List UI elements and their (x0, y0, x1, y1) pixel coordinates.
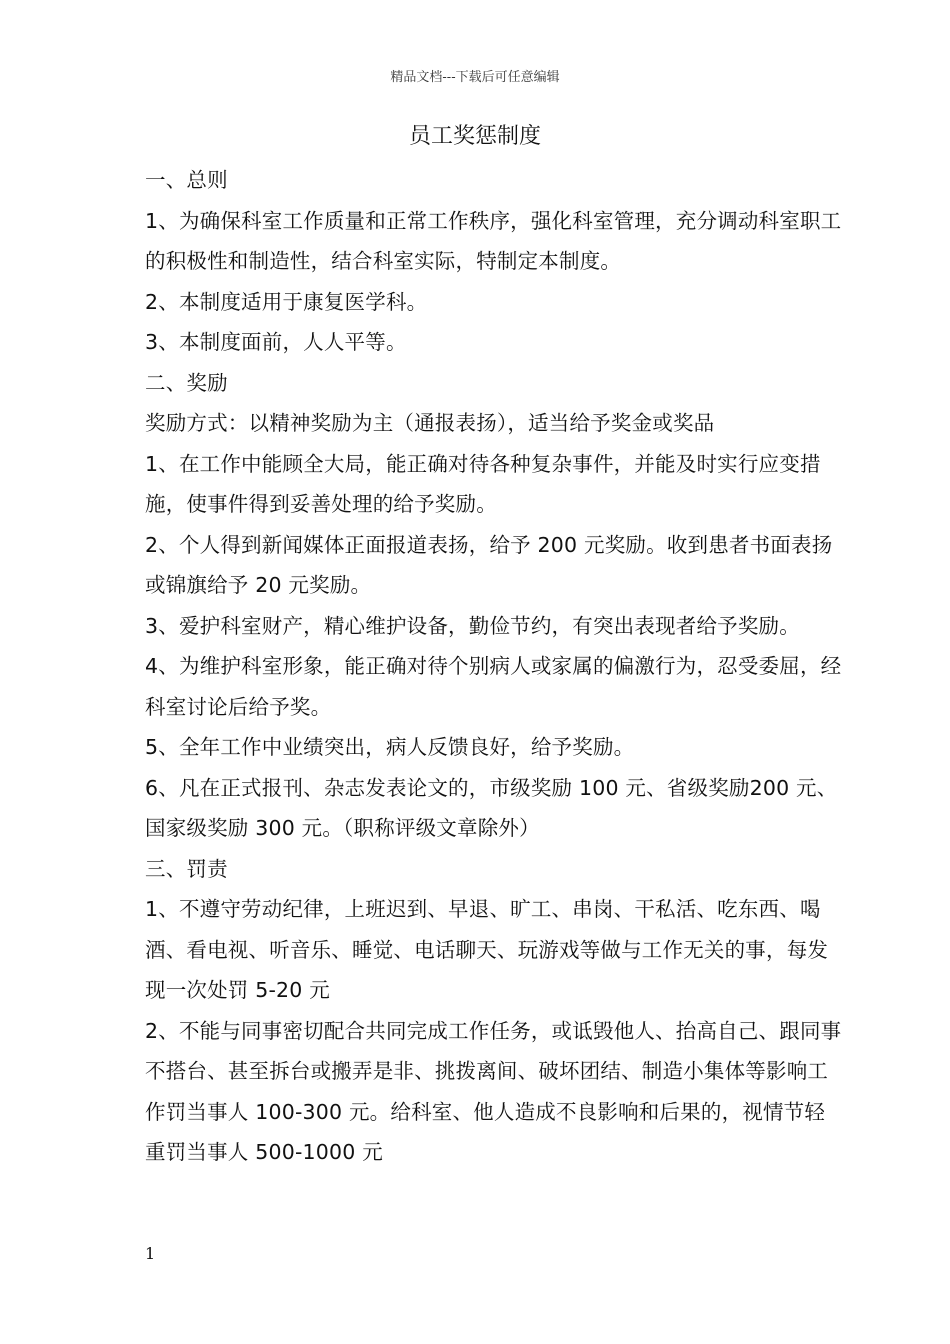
paragraph: 6、凡在正式报刊、杂志发表论文的，市级奖励 100 元、省级奖励200 元、国家级奖励 300 元。（职称评级文章除外） (145, 775, 838, 840)
paragraph: 2、本制度适用于康复医学科。 (145, 289, 428, 314)
page-number: 1 (145, 1244, 156, 1263)
paragraph: 5、全年工作中业绩突出，病人反馈良好，给予奖励。 (145, 735, 635, 759)
document-title: 员工奖惩制度 (408, 124, 541, 149)
section-heading-general: 一、总则 (145, 168, 228, 192)
section-heading-rewards: 二、奖励 (145, 370, 228, 395)
paragraph: 1、不遵守劳动纪律，上班迟到、早退、旷工、串岗、干私活、吃东西、喝酒、看电视、听音乐、睡觉、电话聊天、玩游戏等做与工作无关的事，每发现一次处罚 5-20 元 (145, 897, 829, 1002)
document-body (145, 160, 845, 1173)
page-header: 精品文档---下载后可任意编辑 (390, 70, 560, 85)
paragraph: 3、本制度面前，人人平等。 (145, 330, 407, 354)
paragraph: 奖励方式：以精神奖励为主（通报表扬），适当给予奖金或奖品 (145, 411, 715, 435)
paragraph: 3、爱护科室财产，精心维护设备，勤俭节约，有突出表现者给予奖励。 (145, 613, 800, 638)
paragraph: 2、不能与同事密切配合共同完成工作任务，或诋毁他人、抬高自己、跟同事不搭台、甚至拆台或搬弄是非、挑拨离间、破坏团结、制造小集体等影响工作罚当事人 100-300 元。给科室、他人造成不良影响和后果的，视情节轻重罚当事人 500-1000 元 (145, 1018, 842, 1164)
paragraph: 2、个人得到新闻媒体正面报道表扬，给予 200 元奖励。收到患者书面表扬或锦旗给予 20 元奖励。 (145, 532, 833, 597)
paragraph: 4、为维护科室形象，能正确对待个别病人或家属的偏激行为，忍受委屈，经科室讨论后给予奖。 (145, 654, 842, 719)
paragraph: 1、为确保科室工作质量和正常工作秩序，强化科室管理，充分调动科室职工的积极性和制造性，结合科室实际，特制定本制度。 (145, 208, 842, 273)
section-heading-penalties: 三、罚责 (145, 856, 228, 881)
paragraph: 1、在工作中能顾全大局，能正确对待各种复杂事件，并能及时实行应变措施，使事件得到妥善处理的给予奖励。 (145, 451, 821, 516)
